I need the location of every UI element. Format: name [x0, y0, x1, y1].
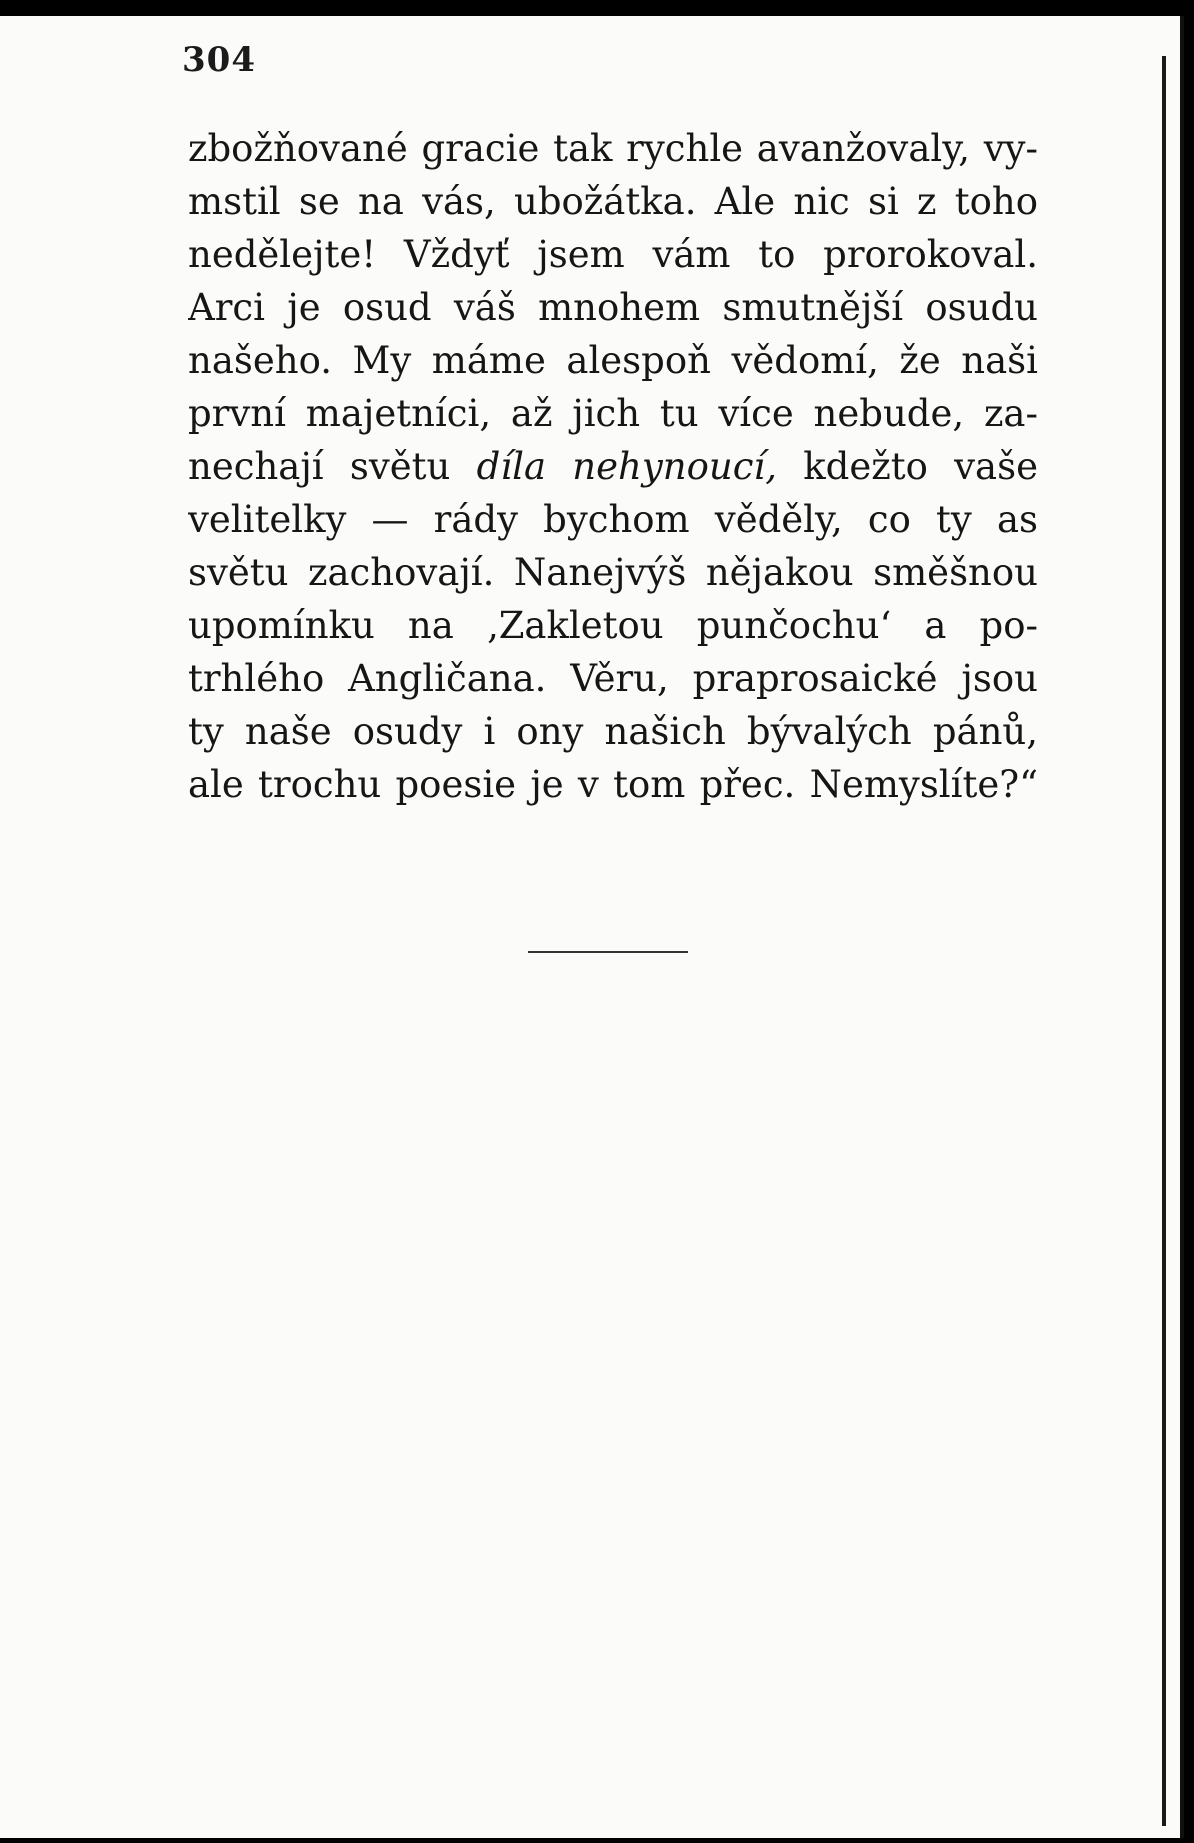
text-line-7-end: kdežto vaše	[777, 445, 1038, 488]
text-line-7-start: nechají světu	[188, 445, 477, 488]
text-line-13: ale trochu poesie je v tom přec. Nemyslíte?“	[188, 763, 1038, 806]
text-line-11: trhlého Angličana. Věru, praprosaické jsou	[188, 657, 1038, 700]
book-page	[0, 16, 1184, 1838]
text-line-7	[188, 440, 1038, 493]
body-text	[188, 122, 1038, 811]
text-line-9: světu zachovají. Nanejvýš nějakou směšnou	[188, 551, 1038, 594]
section-end-rule	[528, 951, 688, 953]
text-line-6: první majetníci, až jich tu více nebude, za-	[188, 392, 1038, 435]
page-edge-shadow	[1162, 56, 1166, 1826]
text-line-12: ty naše osudy i ony našich bývalých pánů,	[188, 710, 1038, 753]
text-line-8: velitelky — rády bychom věděly, co ty as	[188, 498, 1038, 541]
text-line-5: našeho. My máme alespoň vědomí, že naši	[188, 339, 1038, 382]
text-line-4: Arci je osud váš mnohem smutnější osudu	[188, 286, 1038, 329]
text-line-3: nedělejte! Vždyť jsem vám to prorokoval.	[188, 233, 1038, 276]
text-line-2: mstil se na vás, ubožátka. Ale nic si z toho	[188, 180, 1038, 223]
page-number: 304	[182, 40, 256, 80]
italic-phrase: díla nehynoucí,	[476, 445, 778, 488]
text-line-1: zbožňované gracie tak rychle avanžovaly, vy-	[188, 127, 1038, 170]
text-line-10: upomínku na ‚Zakletou punčochu‘ a po-	[188, 604, 1038, 647]
